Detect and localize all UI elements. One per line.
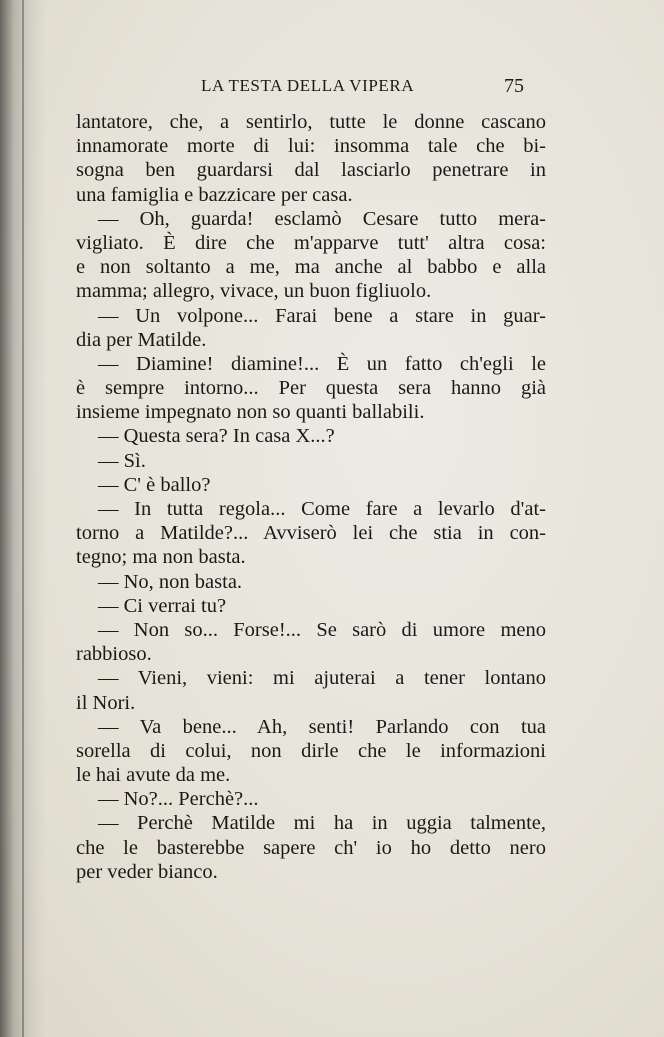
- text-line: dia per Matilde.: [76, 328, 207, 351]
- body-text: [76, 110, 546, 884]
- text-line: insieme impegnato non so quanti ballabili.: [76, 401, 425, 424]
- text-line: e non soltanto a me, ma anche al babbo e alla: [76, 256, 546, 279]
- text-line: vigliato. È dire che m'apparve tutt' altra cosa:: [76, 231, 546, 254]
- text-line: — Sì.: [98, 449, 146, 472]
- text-line: — Vieni, vieni: mi ajuterai a tener lontano: [98, 667, 546, 690]
- text-line: — No, non basta.: [98, 570, 243, 593]
- page-header: [0, 76, 664, 100]
- text-line: le hai avute da me.: [76, 764, 231, 787]
- text-line: — Non so... Forse!... Se sarò di umore meno: [98, 618, 546, 641]
- text-line: per veder bianco.: [76, 860, 218, 883]
- binding-gutter: [22, 0, 24, 1037]
- text-line: torno a Matilde?... Avviserò lei che stia in con-: [76, 522, 546, 545]
- text-line: — In tutta regola... Come fare a levarlo d'at-: [98, 498, 546, 520]
- page-number: 75: [504, 75, 524, 97]
- text-line: — Diamine! diamine!... È un fatto ch'egli le: [98, 352, 546, 375]
- text-line: — No?... Perchè?...: [98, 788, 259, 811]
- text-line: — Perchè Matilde mi ha in uggia talmente,: [98, 812, 546, 835]
- text-line: — Oh, guarda! esclamò Cesare tutto mera-: [98, 207, 546, 230]
- text-line: rabbioso.: [76, 643, 152, 666]
- text-line: è sempre intorno... Per questa sera hanno già: [76, 377, 546, 400]
- text-line: — Va bene... Ah, senti! Parlando con tua: [98, 715, 546, 738]
- running-title: LA TESTA DELLA VIPERA: [201, 76, 415, 95]
- text-line: una famiglia e bazzicare per casa.: [76, 183, 353, 206]
- text-line: che le basterebbe sapere ch' io ho detto nero: [76, 836, 546, 859]
- text-line: innamorate morte di lui: insomma tale che bi-: [76, 135, 546, 158]
- text-line: tegno; ma non basta.: [76, 546, 246, 569]
- text-line: sogna ben guardarsi dal lasciarlo penetrare in: [76, 159, 546, 182]
- text-line: — Ci verrai tu?: [98, 594, 227, 617]
- text-line: — Questa sera? In casa X...?: [98, 425, 335, 448]
- text-line: mamma; allegro, vivace, un buon figliuolo.: [76, 280, 432, 303]
- text-line: il Nori.: [76, 691, 136, 714]
- text-line: — C' è ballo?: [98, 473, 211, 496]
- text-line: lantatore, che, a sentirlo, tutte le donne cascano: [76, 111, 546, 133]
- text-line: — Un volpone... Farai bene a stare in guar-: [98, 304, 546, 327]
- text-line: sorella di colui, non dirle che le informazioni: [76, 739, 546, 762]
